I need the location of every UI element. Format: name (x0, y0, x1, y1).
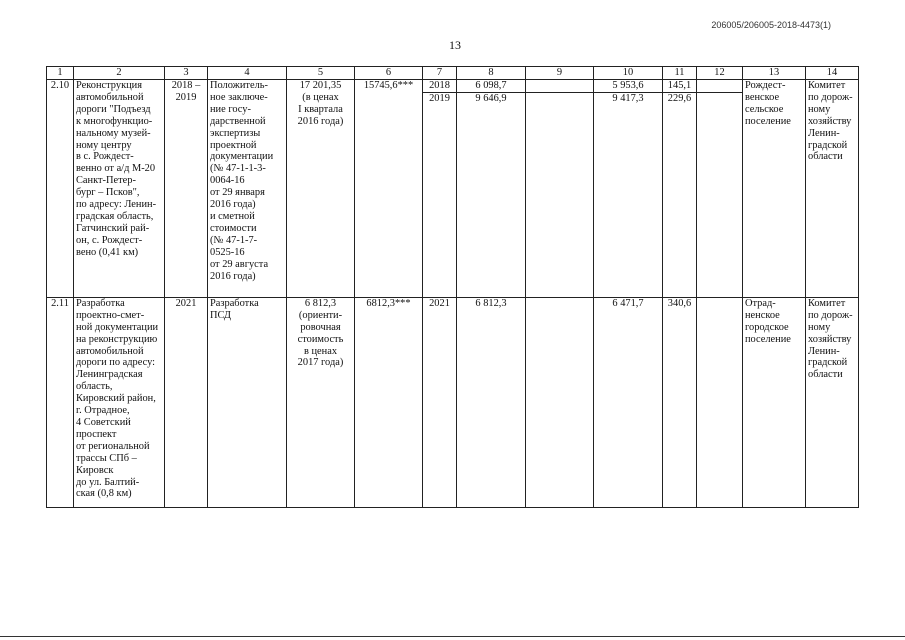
column-header: 9 (526, 67, 594, 80)
implementation-years: 2021 (165, 297, 208, 507)
basis-document: Разработка ПСД (208, 297, 287, 507)
funding-regional: 9 417,3 (594, 92, 663, 297)
column-header: 4 (208, 67, 287, 80)
funding-col12 (697, 80, 743, 93)
column-number-row (47, 67, 859, 80)
administrator: Комитет по дорож- ному хозяйству Ленин- градской области (806, 80, 859, 298)
column-header: 13 (743, 67, 806, 80)
administrator: Комитет по дорож- ному хозяйству Ленин- градской области (806, 297, 859, 507)
page-number: 13 (449, 38, 461, 52)
implementation-years: 2018 – 2019 (165, 80, 208, 298)
funding-local: 145,1 (663, 80, 697, 93)
column-header: 3 (165, 67, 208, 80)
funding-col9 (526, 92, 594, 297)
recipient: Рождест- венское сельское поселение (743, 80, 806, 298)
column-header: 12 (697, 67, 743, 80)
funding-total: 6 812,3 (457, 297, 526, 507)
estimated-cost: 6 812,3 (ориенти- ровочная стоимость в ценах 2017 года) (287, 297, 355, 507)
recipient: Отрад- ненское городское поселение (743, 297, 806, 507)
column-header: 14 (806, 67, 859, 80)
column-header: 11 (663, 67, 697, 80)
column-header: 1 (47, 67, 74, 80)
table-row (47, 80, 859, 93)
sub-year: 2019 (423, 92, 457, 297)
row-number: 2.11 (47, 297, 74, 507)
basis-document: Положитель- ное заключе- ние госу- дарственной экспертизы проектной документации (№ 47-1-1-3- 0064-16 от 29 января 2016 года) и сметной стоимости (№ 47-1-7- 0525-16 от 29 августа 2016 года) (208, 80, 287, 298)
column-header: 6 (355, 67, 423, 80)
column-header: 10 (594, 67, 663, 80)
column-header: 2 (74, 67, 165, 80)
estimated-cost: 17 201,35 (в ценах I квартала 2016 года) (287, 80, 355, 298)
row-number: 2.10 (47, 80, 74, 298)
funding-regional: 5 953,6 (594, 80, 663, 93)
funding-col12 (697, 92, 743, 297)
funding-col12 (697, 297, 743, 507)
sub-year: 2021 (423, 297, 457, 507)
funding-total: 9 646,9 (457, 92, 526, 297)
document-id: 206005/206005-2018-4473(1) (711, 20, 831, 30)
funding-col9 (526, 80, 594, 93)
object-name: Реконструкция автомобильной дороги "Подъезд к многофункцио- нальному музей- ному центру в с. Рождест- венно от а/д М-20 Санкт-Петер- бург – Псков", по адресу: Ленин- градская область, Гатчинский рай- он, с. Рождест- вено (0,41 км) (74, 80, 165, 298)
funding-col9 (526, 297, 594, 507)
column-header: 8 (457, 67, 526, 80)
scan-edge-line (0, 636, 905, 637)
total-cost: 6812,3*** (355, 297, 423, 507)
program-table (46, 66, 859, 508)
column-header: 5 (287, 67, 355, 80)
funding-local: 340,6 (663, 297, 697, 507)
table-row (47, 297, 859, 507)
funding-total: 6 098,7 (457, 80, 526, 93)
object-name: Разработка проектно-смет- ной документации на реконструкцию автомобильной дороги по адресу: Ленинградская область, Кировский район, г. Отрадное, 4 Советский проспект от региональной трассы СПб – Кировск до ул. Балтий- ская (0,8 км) (74, 297, 165, 507)
funding-regional: 6 471,7 (594, 297, 663, 507)
funding-local: 229,6 (663, 92, 697, 297)
total-cost: 15745,6*** (355, 80, 423, 298)
column-header: 7 (423, 67, 457, 80)
sub-year: 2018 (423, 80, 457, 93)
